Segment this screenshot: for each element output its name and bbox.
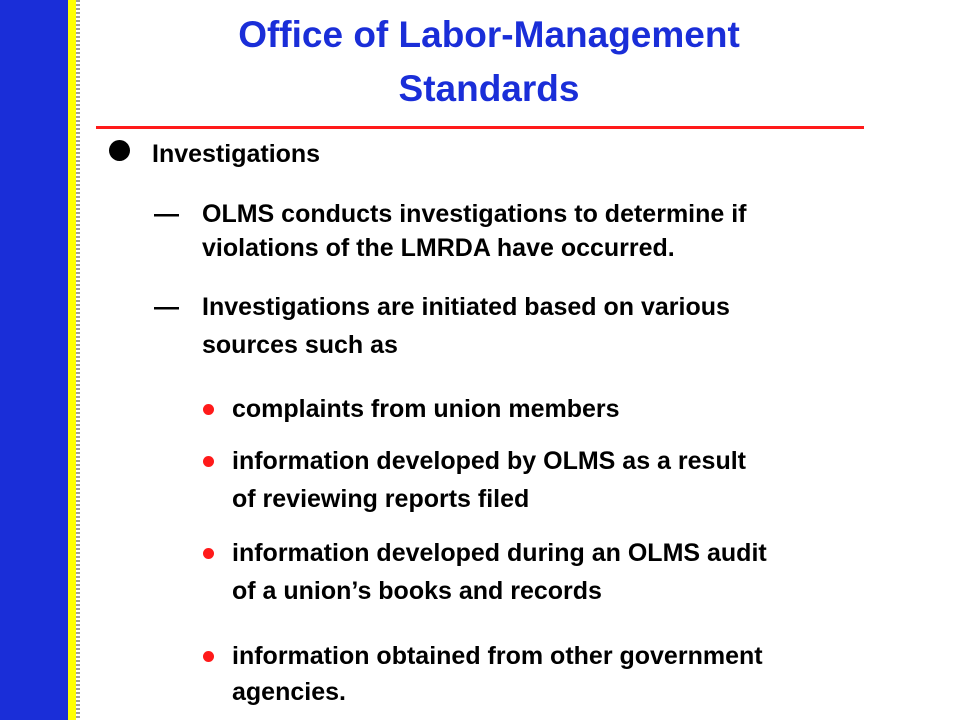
source-1-line-1: complaints from union members (232, 395, 620, 423)
sidebar-edge (76, 0, 80, 720)
source-4-line-2: agencies. (232, 678, 346, 706)
heading-bullet-icon (109, 140, 130, 161)
source-3-line-2: of a union’s books and records (232, 577, 602, 605)
point-2-line-2: sources such as (202, 331, 398, 359)
dash-bullet-icon: — (154, 200, 179, 228)
title-divider (96, 126, 864, 129)
slide-title-line1: Office of Labor-Management (238, 14, 740, 55)
sidebar-stripe (68, 0, 76, 720)
source-3-line-1: information developed during an OLMS audit (232, 539, 767, 567)
source-2-line-2: of reviewing reports filed (232, 485, 530, 513)
bullet-dot-icon (203, 456, 214, 467)
slide-title (96, 8, 882, 116)
point-1-line-2: violations of the LMRDA have occurred. (202, 234, 675, 262)
bullet-dot-icon (203, 548, 214, 559)
point-1-line-1: OLMS conducts investigations to determine if (202, 200, 747, 228)
point-2-line-1: Investigations are initiated based on various (202, 293, 730, 321)
sidebar-band (0, 0, 68, 720)
section-heading: Investigations (152, 140, 321, 168)
source-2-line-1: information developed by OLMS as a result (232, 447, 746, 475)
bullet-dot-icon (203, 651, 214, 662)
dash-bullet-icon: — (154, 293, 179, 321)
slide-title-line2: Standards (398, 68, 580, 109)
bullet-dot-icon (203, 404, 214, 415)
source-4-line-1: information obtained from other government (232, 642, 763, 670)
